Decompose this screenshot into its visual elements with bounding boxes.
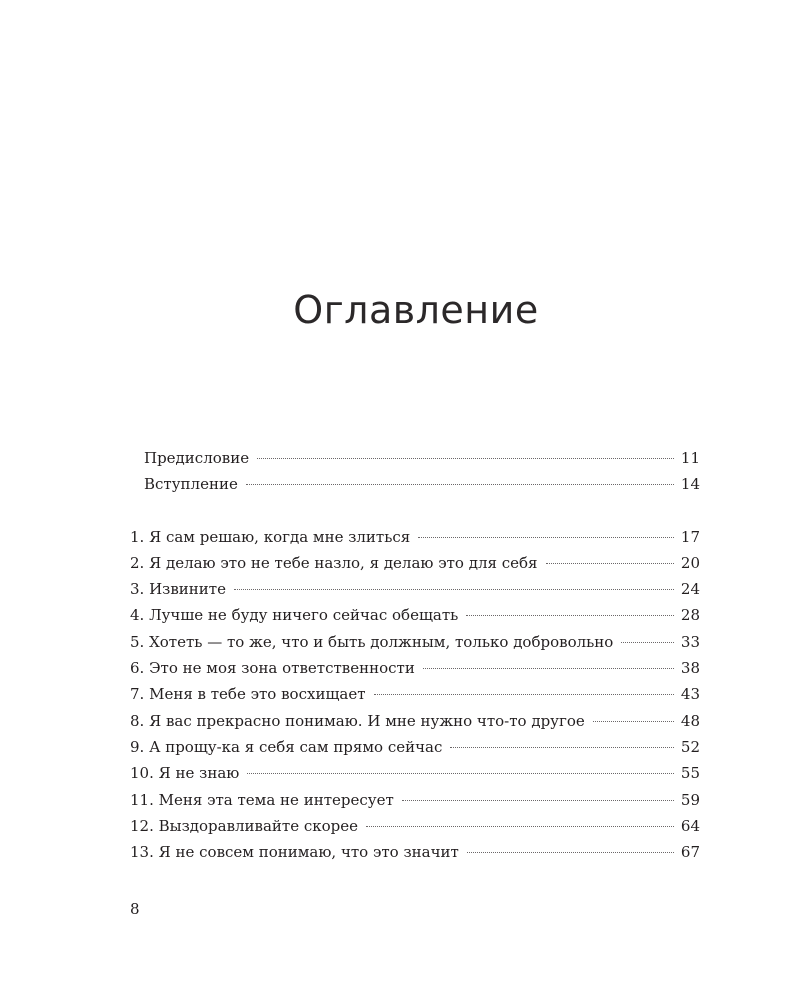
dot-leader	[546, 563, 675, 564]
toc-entry-page: 14	[680, 475, 700, 494]
toc-entry-page: 59	[680, 790, 700, 809]
toc-entry-chapter-7[interactable]	[130, 681, 700, 707]
toc-entry-title: 3. Извините	[130, 580, 226, 599]
toc-entry-title: 1. Я сам решаю, когда мне злиться	[130, 527, 411, 546]
dot-leader	[234, 589, 674, 590]
dot-leader	[593, 721, 674, 722]
toc-entry-chapter-2[interactable]	[130, 550, 700, 576]
dot-leader	[402, 800, 674, 801]
toc-entry-title: 6. Это не моя зона ответственности	[130, 659, 415, 678]
toc-entry-title: 10. Я не знаю	[130, 764, 240, 783]
toc-entry-page: 17	[680, 527, 700, 546]
toc-entry-chapter-1[interactable]	[130, 524, 700, 550]
toc-entry-chapter-12[interactable]	[130, 813, 700, 839]
toc-entry-page: 24	[680, 580, 700, 599]
toc-entry-chapter-5[interactable]	[130, 629, 700, 655]
toc-entry-chapter-13[interactable]	[130, 839, 700, 865]
table-of-contents	[130, 445, 700, 865]
dot-leader	[366, 826, 674, 827]
dot-leader	[374, 694, 674, 695]
dot-leader	[257, 458, 674, 459]
toc-entry-title: 5. Хотеть — то же, что и быть должным, только добровольно	[130, 632, 614, 651]
toc-entry-title: Вступление	[144, 475, 238, 494]
toc-entry-page: 48	[680, 711, 700, 730]
dot-leader	[246, 484, 674, 485]
toc-entry-title: 7. Меня в тебе это восхищает	[130, 685, 366, 704]
toc-entry-page: 64	[680, 816, 700, 835]
toc-entry-title: 11. Меня эта тема не интересует	[130, 790, 394, 809]
toc-entry-preface[interactable]	[130, 445, 700, 471]
toc-entry-introduction[interactable]	[130, 471, 700, 497]
toc-entry-chapter-3[interactable]	[130, 576, 700, 602]
toc-entry-chapter-11[interactable]	[130, 787, 700, 813]
toc-entry-title: 8. Я вас прекрасно понимаю. И мне нужно что-то другое	[130, 711, 585, 730]
toc-entry-page: 28	[680, 606, 700, 625]
toc-entry-page: 11	[680, 449, 700, 467]
dot-leader	[467, 852, 674, 853]
dot-leader	[418, 537, 674, 538]
toc-entry-page: 33	[680, 632, 700, 651]
page-number: 8	[130, 900, 140, 918]
dot-leader	[450, 747, 674, 748]
page-title: Оглавление	[293, 288, 539, 332]
toc-entry-chapter-9[interactable]	[130, 734, 700, 760]
dot-leader	[621, 642, 674, 643]
toc-entry-page: 52	[680, 737, 700, 756]
toc-entry-page: 43	[680, 685, 700, 704]
toc-entry-page: 38	[680, 659, 700, 678]
toc-entry-title: 9. А прощу-ка я себя сам прямо сейчас	[130, 737, 443, 756]
toc-entry-chapter-10[interactable]	[130, 760, 700, 786]
toc-entry-title: 12. Выздоравливайте скорее	[130, 816, 359, 835]
toc-chapters	[130, 524, 700, 866]
toc-entry-title: 13. Я не совсем понимаю, что это значит	[130, 843, 459, 862]
toc-front-matter	[130, 445, 700, 498]
toc-entry-page: 67	[680, 843, 700, 862]
dot-leader	[247, 773, 674, 774]
toc-entry-title: 2. Я делаю это не тебе назло, я делаю это для себя	[130, 553, 538, 572]
toc-entry-chapter-8[interactable]	[130, 708, 700, 734]
toc-entry-chapter-4[interactable]	[130, 602, 700, 628]
toc-entry-title: 4. Лучше не буду ничего сейчас обещать	[130, 606, 459, 625]
toc-entry-page: 55	[680, 764, 700, 783]
dot-leader	[466, 615, 674, 616]
toc-entry-title: Предисловие	[144, 449, 250, 467]
toc-entry-chapter-6[interactable]	[130, 655, 700, 681]
toc-entry-page: 20	[680, 553, 700, 572]
dot-leader	[423, 668, 674, 669]
